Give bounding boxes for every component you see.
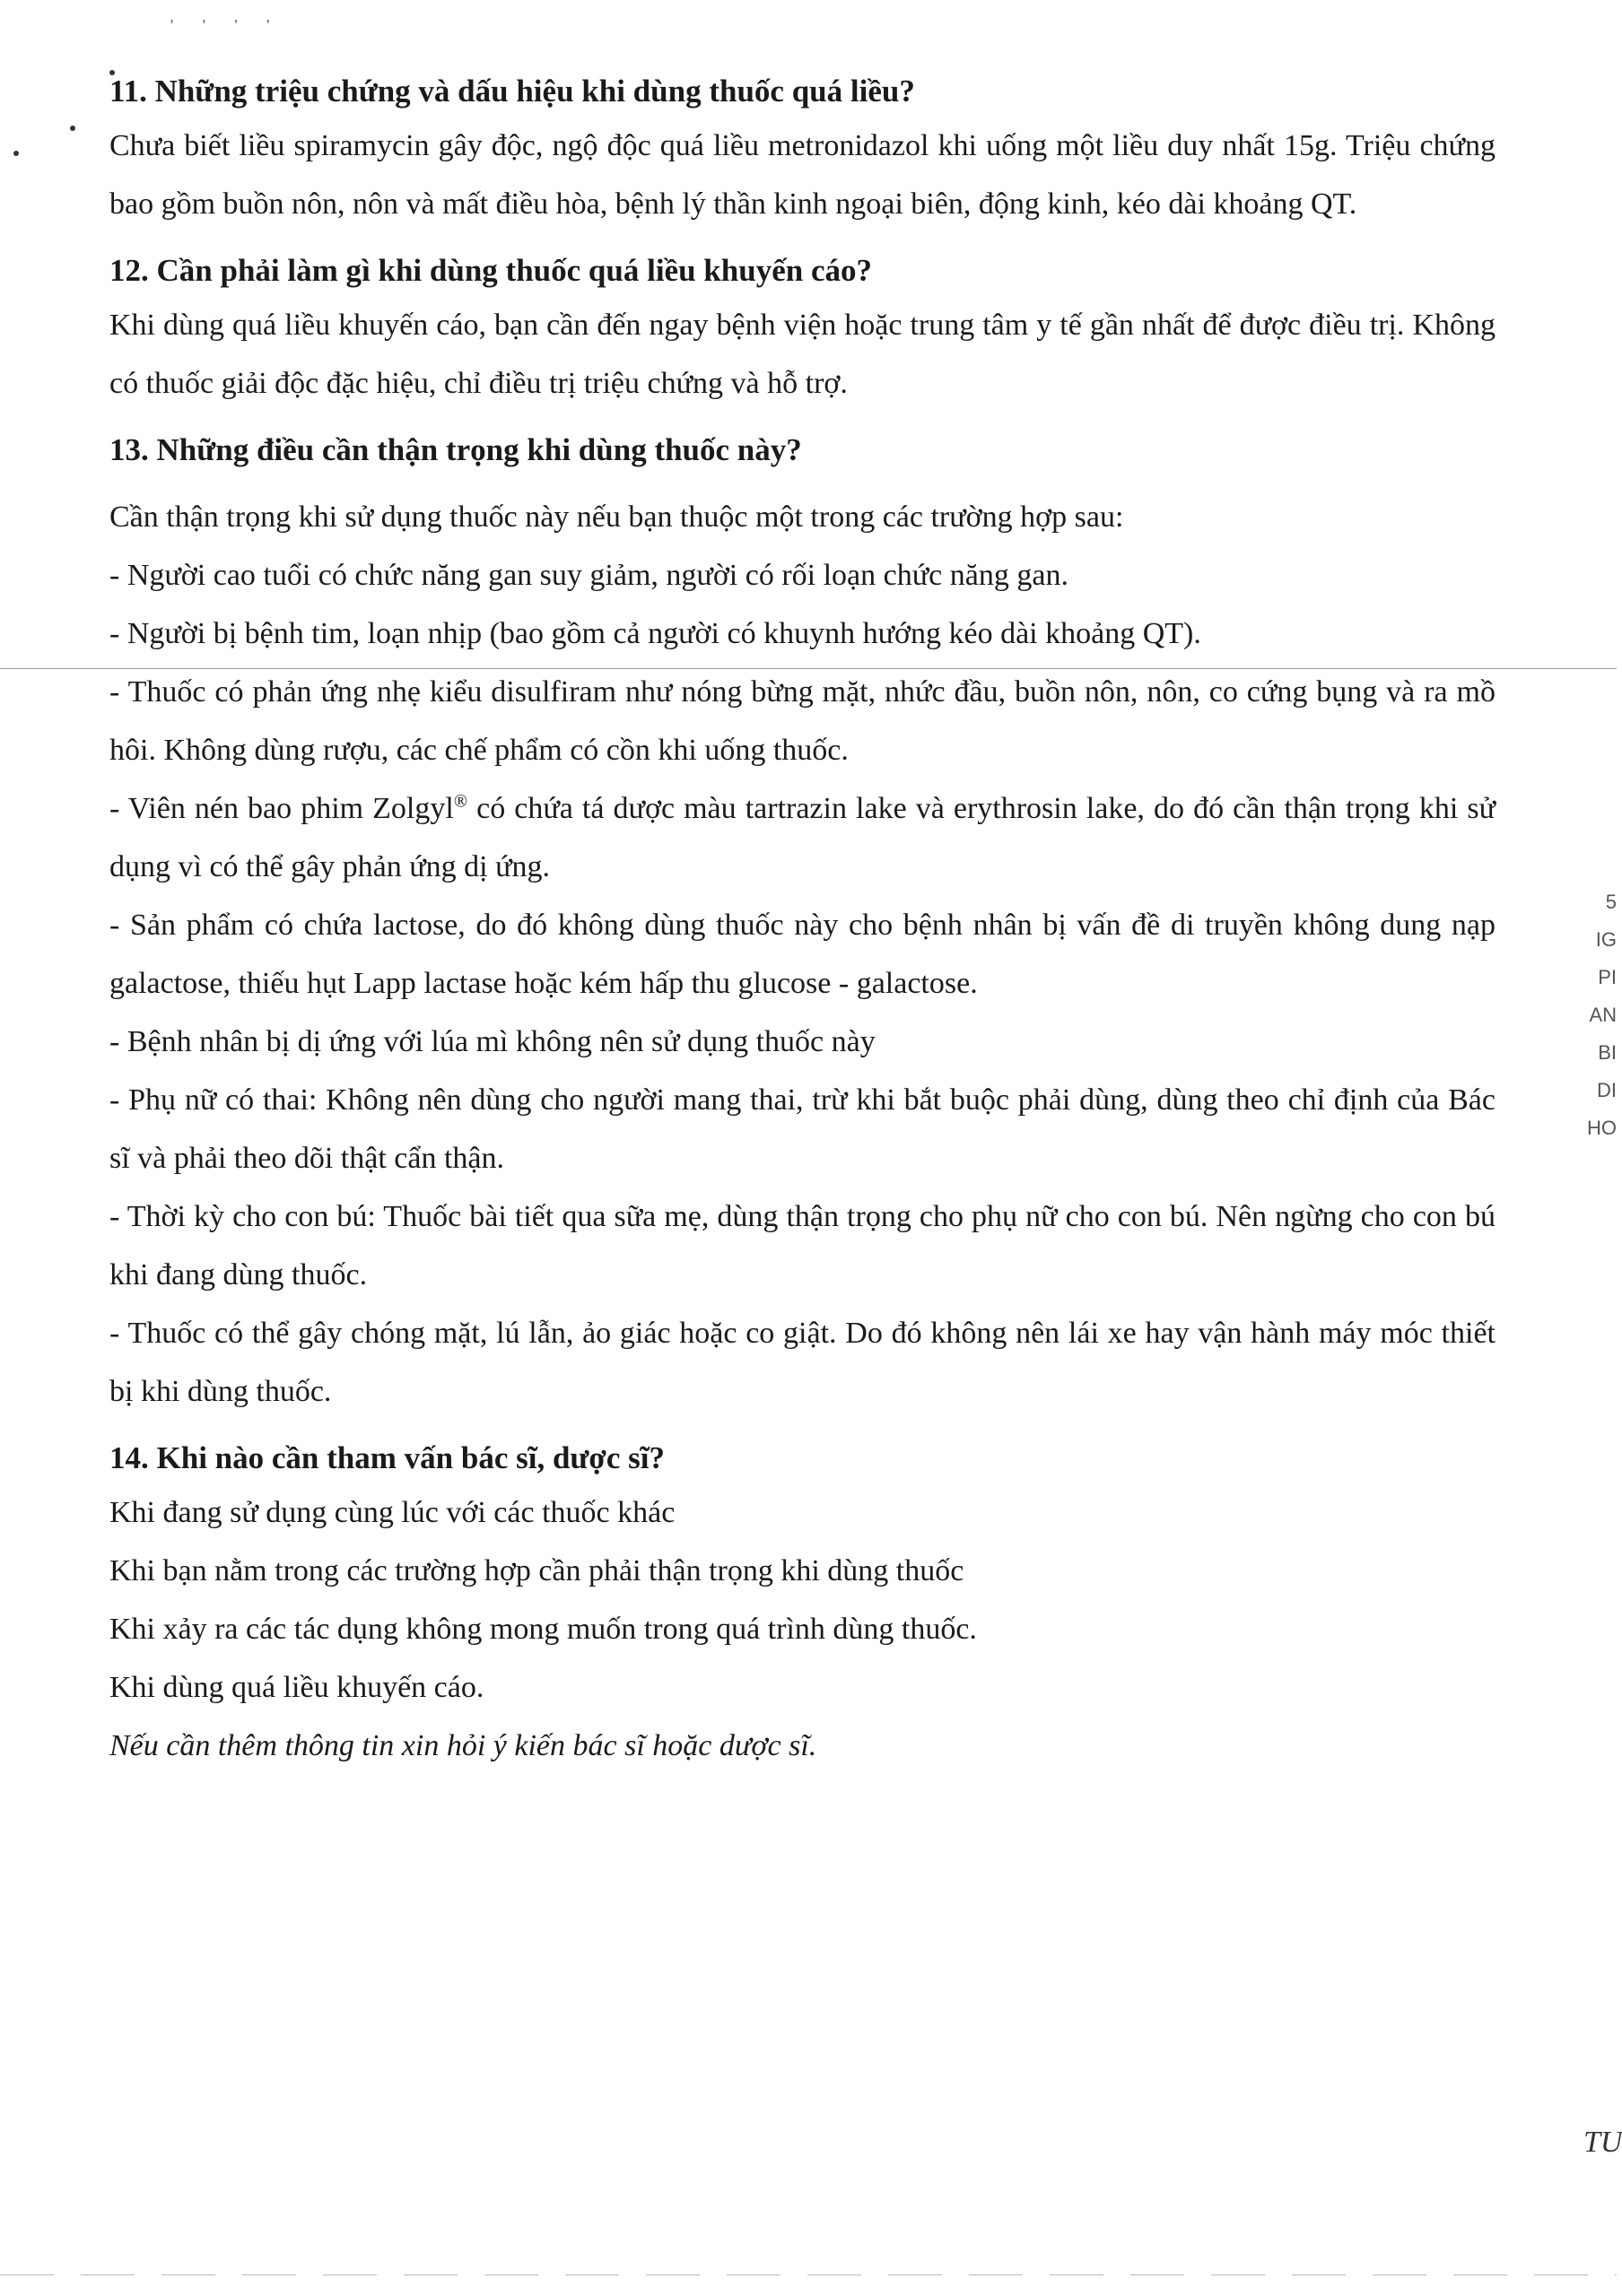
consult-note: Nếu cần thêm thông tin xin hỏi ý kiến bác sĩ hoặc dược sĩ. [109,1729,817,1762]
zolgyl-text-after: có chứa tá dược màu tartrazin lake và erythrosin lake, do đó cần thận trọng khi sử dụng vì có thể gây phản ứng dị ứng. [109,792,1496,883]
margin-fragment: BI [1598,1041,1617,1064]
section-precautions [109,429,1496,1421]
scan-specks: ' ' ' ' [170,16,283,34]
section-title: 11. Những triệu chứng và dấu hiệu khi dùng thuốc quá liều? [109,74,915,109]
section-intro: Cần thận trọng khi sử dụng thuốc này nếu bạn thuộc một trong các trường hợp sau: [109,500,1124,534]
margin-fragment: HO [1587,1117,1617,1139]
scan-bottom-edge [0,2274,1617,2275]
section-paragraph: Chưa biết liều spiramycin gây độc, ngộ độc quá liều metronidazol khi uống một liều duy nhất 15g. Triệu chứng bao gồm buồn nôn, nôn và mất điều hòa, bệnh lý thần kinh ngoại biên, động kinh, kéo dài khoảng QT. [109,129,1496,221]
margin-fragment: AN [1589,1004,1617,1026]
section-title: 14. Khi nào cần tham vấn bác sĩ, dược sĩ? [109,1440,665,1475]
precaution-item: - Thuốc có phản ứng nhẹ kiểu disulfiram như nóng bừng mặt, nhức đầu, buồn nôn, nôn, co cứng bụng và ra mồ hôi. Không dùng rượu, các chế phẩm có cồn khi uống thuốc. [109,675,1496,767]
precaution-item: - Người cao tuổi có chức năng gan suy giảm, người có rối loạn chức năng gan. [109,559,1068,592]
section-consult [109,1437,1496,1775]
registered-mark: ® [453,791,468,812]
scan-speck [70,126,75,131]
precaution-item: - Người bị bệnh tim, loạn nhịp (bao gồm cả người có khuynh hướng kéo dài khoảng QT). [109,617,1201,650]
consult-line: Khi xảy ra các tác dụng không mong muốn trong quá trình dùng thuốc. [109,1613,977,1646]
section-title: 12. Cần phải làm gì khi dùng thuốc quá liều khuyến cáo? [109,253,872,288]
zolgyl-text-before: - Viên nén bao phim Zolgyl [109,792,454,825]
precaution-item: - Bệnh nhân bị dị ứng với lúa mì không nên sử dụng thuốc này [109,1025,876,1058]
precaution-item: - Thuốc có thể gây chóng mặt, lú lẫn, ảo giác hoặc co giật. Do đó không nên lái xe hay vận hành máy móc thiết bị khi dùng thuốc. [109,1317,1496,1408]
margin-fragment: IG [1595,928,1617,951]
margin-cropped-text [1586,883,1617,1147]
precaution-item: - Thời kỳ cho con bú: Thuốc bài tiết qua sữa mẹ, dùng thận trọng cho phụ nữ cho con bú. Nên ngừng cho con bú khi đang dùng thuốc. [109,1200,1496,1292]
margin-fragment: DI [1597,1079,1617,1101]
margin-fragment: 5 [1605,891,1617,913]
section-overdose-symptoms [109,70,1496,233]
consult-line: Khi dùng quá liều khuyến cáo. [109,1671,484,1704]
precaution-item-zolgyl [109,779,1496,896]
consult-line: Khi đang sử dụng cùng lúc với các thuốc khác [109,1496,676,1529]
section-paragraph: Khi dùng quá liều khuyến cáo, bạn cần đến ngay bệnh viện hoặc trung tâm y tế gần nhất để được điều trị. Không có thuốc giải độc đặc hiệu, chỉ điều trị triệu chứng và hỗ trợ. [109,309,1496,400]
scan-speck [13,151,19,156]
precaution-item: - Sản phẩm có chứa lactose, do đó không dùng thuốc này cho bệnh nhân bị vấn đề di truyền không dung nạp galactose, thiếu hụt Lapp lactase hoặc kém hấp thu glucose - galactose. [109,909,1496,1000]
corner-handwritten-mark: TU [1583,2126,1622,2159]
document-content [109,70,1496,1791]
section-overdose-action [109,249,1496,413]
consult-line: Khi bạn nằm trong các trường hợp cần phải thận trọng khi dùng thuốc [109,1554,964,1587]
section-title: 13. Những điều cần thận trọng khi dùng thuốc này? [109,432,802,467]
precaution-item: - Phụ nữ có thai: Không nên dùng cho người mang thai, trừ khi bắt buộc phải dùng, dùng theo chỉ định của Bác sĩ và phải theo dõi thật cẩn thận. [109,1083,1496,1175]
margin-fragment: PI [1598,966,1617,988]
